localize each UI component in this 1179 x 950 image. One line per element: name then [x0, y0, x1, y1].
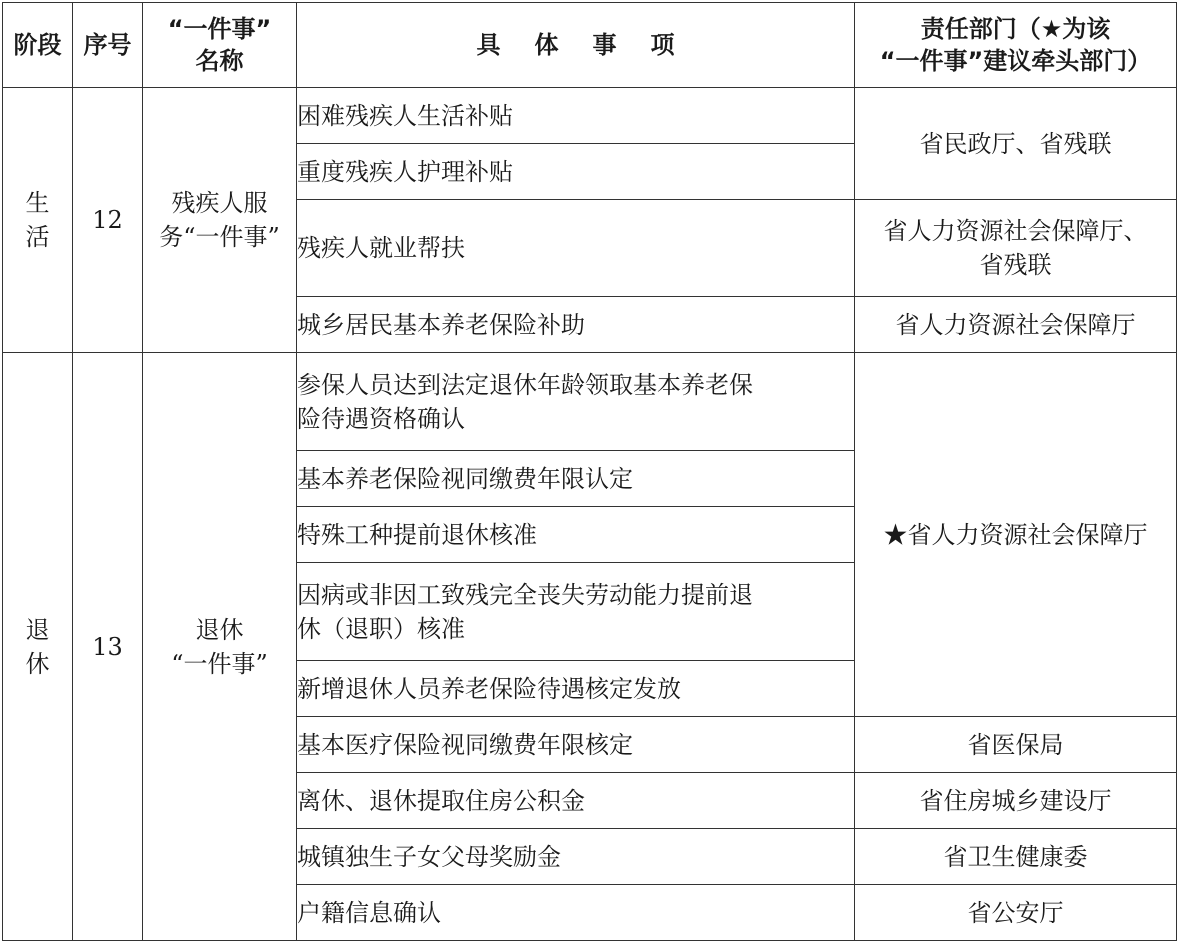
item-line: 险待遇资格确认: [297, 404, 465, 433]
item-cell: 残疾人就业帮扶: [297, 200, 855, 297]
header-dept: [855, 3, 1177, 88]
stage-char: 生: [25, 189, 50, 217]
header-seq: 序号: [73, 3, 143, 88]
item-cell: 基本养老保险视同缴费年限认定: [297, 451, 855, 507]
stage-char: 活: [25, 223, 50, 251]
stage-char: 休: [25, 649, 50, 678]
seq-cell: 13: [73, 353, 143, 941]
item-line: 因病或非因工致残完全丧失劳动能力提前退: [297, 580, 753, 609]
matter-name-cell: [143, 88, 297, 353]
dept-cell: 省卫生健康委: [855, 829, 1177, 885]
item-cell: 特殊工种提前退休核准: [297, 507, 855, 563]
header-name-line1: “一件事”: [167, 15, 272, 43]
item-line: 参保人员达到法定退休年龄领取基本养老保: [297, 370, 753, 399]
header-dept-line1: 责任部门（★为该: [920, 15, 1111, 43]
dept-line: 省残联: [979, 251, 1052, 279]
header-name-line2: 名称: [195, 47, 244, 75]
item-cell: [297, 563, 855, 661]
dept-cell: 省医保局: [855, 717, 1177, 773]
dept-cell: [855, 200, 1177, 297]
table-row: [3, 353, 1177, 451]
header-name: [143, 3, 297, 88]
seq-cell: 12: [73, 88, 143, 353]
matter-name-line: 务“一件事”: [159, 223, 280, 251]
matter-name-line: “一件事”: [171, 649, 268, 678]
item-cell: 困难残疾人生活补贴: [297, 88, 855, 144]
stage-cell-life: [3, 88, 73, 353]
item-cell: 新增退休人员养老保险待遇核定发放: [297, 661, 855, 717]
item-cell: 重度残疾人护理补贴: [297, 144, 855, 200]
dept-cell: 省人力资源社会保障厅: [855, 297, 1177, 353]
table-row: [3, 88, 1177, 144]
item-cell: 户籍信息确认: [297, 885, 855, 941]
matter-name-cell: [143, 353, 297, 941]
stage-char: 退: [25, 615, 50, 644]
item-cell: 城镇独生子女父母奖励金: [297, 829, 855, 885]
item-cell: [297, 353, 855, 451]
header-stage: 阶段: [3, 3, 73, 88]
item-cell: 离休、退休提取住房公积金: [297, 773, 855, 829]
matter-name-line: 退休: [195, 615, 244, 644]
dept-line: 省人力资源社会保障厅、: [883, 217, 1148, 245]
dept-cell-lead: ★省人力资源社会保障厅: [855, 353, 1177, 717]
dept-cell: 省民政厅、省残联: [855, 88, 1177, 200]
matters-table: [2, 2, 1177, 941]
dept-cell: 省公安厅: [855, 885, 1177, 941]
header-items: 具体事项: [297, 3, 855, 88]
item-cell: 基本医疗保险视同缴费年限核定: [297, 717, 855, 773]
dept-cell: 省住房城乡建设厅: [855, 773, 1177, 829]
matter-name-line: 残疾人服: [171, 189, 268, 217]
header-dept-line2: “一件事”建议牵头部门）: [879, 47, 1152, 75]
header-row: [3, 3, 1177, 88]
item-cell: 城乡居民基本养老保险补助: [297, 297, 855, 353]
stage-cell-retire: [3, 353, 73, 941]
item-line: 休（退职）核准: [297, 614, 465, 643]
